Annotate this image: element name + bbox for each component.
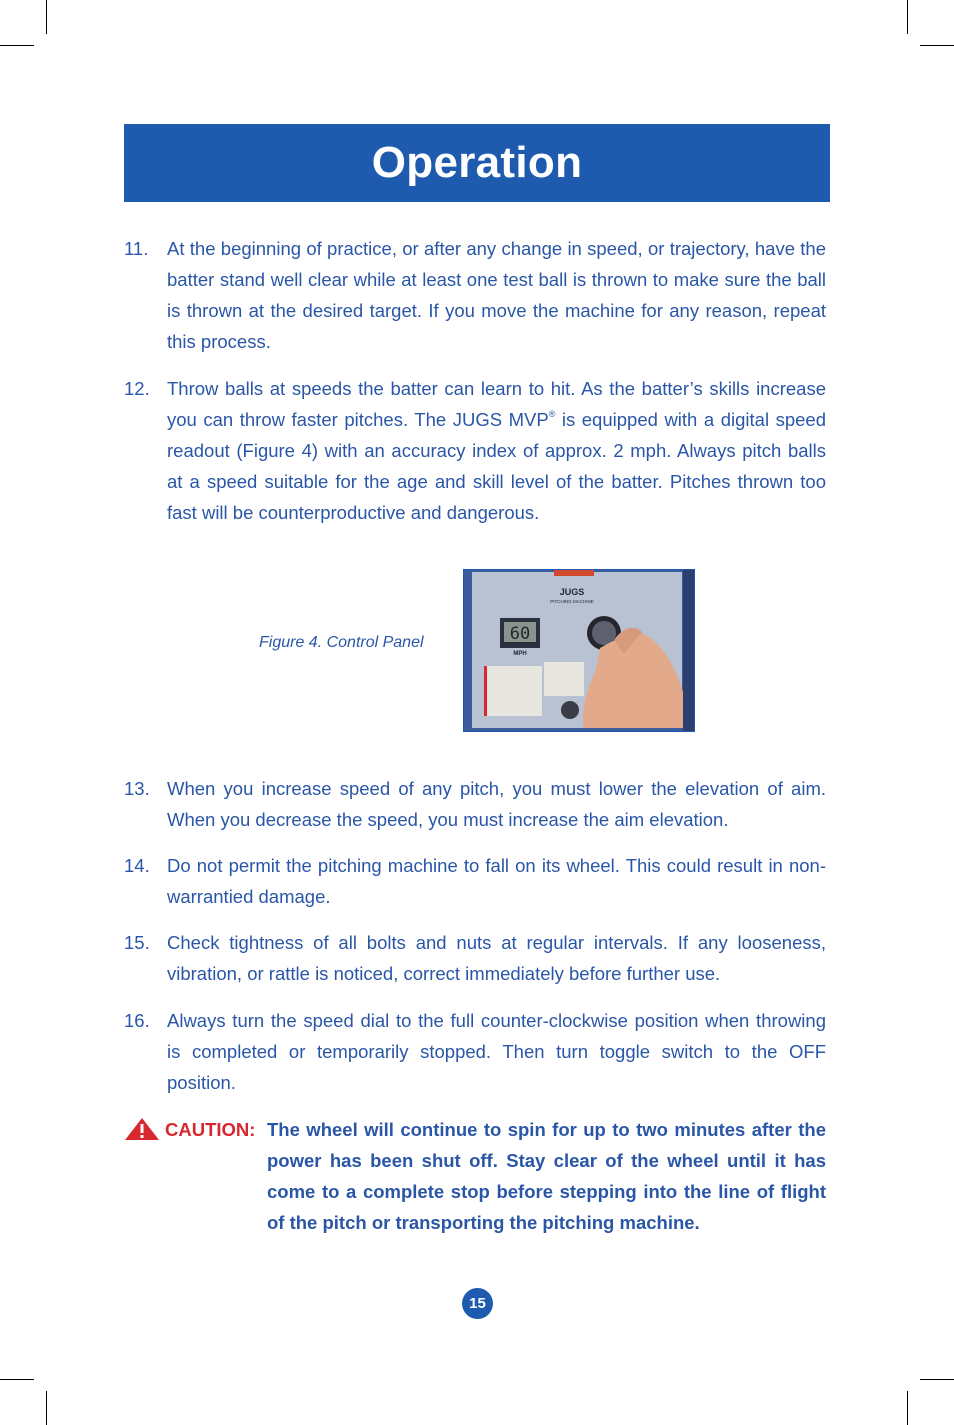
crop-mark [920,1379,954,1380]
page-title: Operation [371,138,583,187]
item-number: 15. [124,932,150,953]
crop-mark [46,1391,47,1425]
item-text: When you increase speed of any pitch, you must lower the elevation of aim. When you decrease the speed, you must increase the aim elevation. [167,778,826,830]
item-text: At the beginning of practice, or after any change in speed, or trajectory, have the batter stand well clear while at least one test ball is thrown to make sure the ball is thrown at the desired target. If you move the machine for any reason, repeat this process. [167,238,826,352]
caution-text: The wheel will continue to spin for up to two minutes after the power has been shut off. Stay clear of the wheel until it has come to a complete stop before stepping into the line of flight of the pitch or transporting the pitching machine. [267,1119,826,1233]
section-banner [124,124,830,202]
control-panel-illustration [464,570,695,732]
panel-brand: JUGS [559,587,585,597]
list-item [124,373,826,528]
item-number: 12. [124,378,150,399]
item-text-part: is equipped with a digital speed readout (Figure 4) with an accuracy index of approx. 2 mph. Always pitch balls at a speed suitable for the age and skill level of the batter. Pitches thrown too fast will be counterproductive and dangerous. [167,409,826,523]
figure-caption: Figure 4. Control Panel [259,634,424,651]
item-text-part: Throw balls at speeds the batter can learn to hit. As the batter’s skills increase you can throw faster pitches. The JUGS MVP [167,378,826,430]
item-number: 13. [124,778,150,799]
crop-mark [907,1391,908,1425]
caution-label: CAUTION: [165,1119,256,1140]
item-text: Check tightness of all bolts and nuts at regular intervals. If any looseness, vibration, or rattle is noticed, correct immediately before further use. [167,932,826,984]
control-panel-photo [463,569,695,732]
item-text: Do not permit the pitching machine to fall on its wheel. This could result in non-warrantied damage. [167,855,826,907]
list-item [124,233,826,357]
speed-unit: MPH [513,651,527,657]
speed-readout: 60 [509,624,531,644]
crop-mark [907,0,908,34]
item-text: Always turn the speed dial to the full counter-clockwise position when throwing is completed or temporarily stopped. Then turn toggle switch to the OFF position. [167,1010,826,1093]
list-item [124,1005,826,1098]
list-item [124,773,826,835]
warning-triangle-icon [124,1117,160,1141]
crop-mark [920,45,954,46]
item-number: 11. [124,238,149,259]
crop-mark [0,45,34,46]
item-text [167,373,826,528]
crop-mark [46,0,47,34]
crop-mark [0,1379,34,1380]
panel-subtitle: PITCHING MACHINE [550,599,594,604]
list-item [124,850,826,912]
page-number: 15 [462,1288,493,1319]
item-number: 16. [124,1010,150,1031]
list-item [124,927,826,989]
item-number: 14. [124,855,150,876]
registered-mark: ® [548,408,556,419]
